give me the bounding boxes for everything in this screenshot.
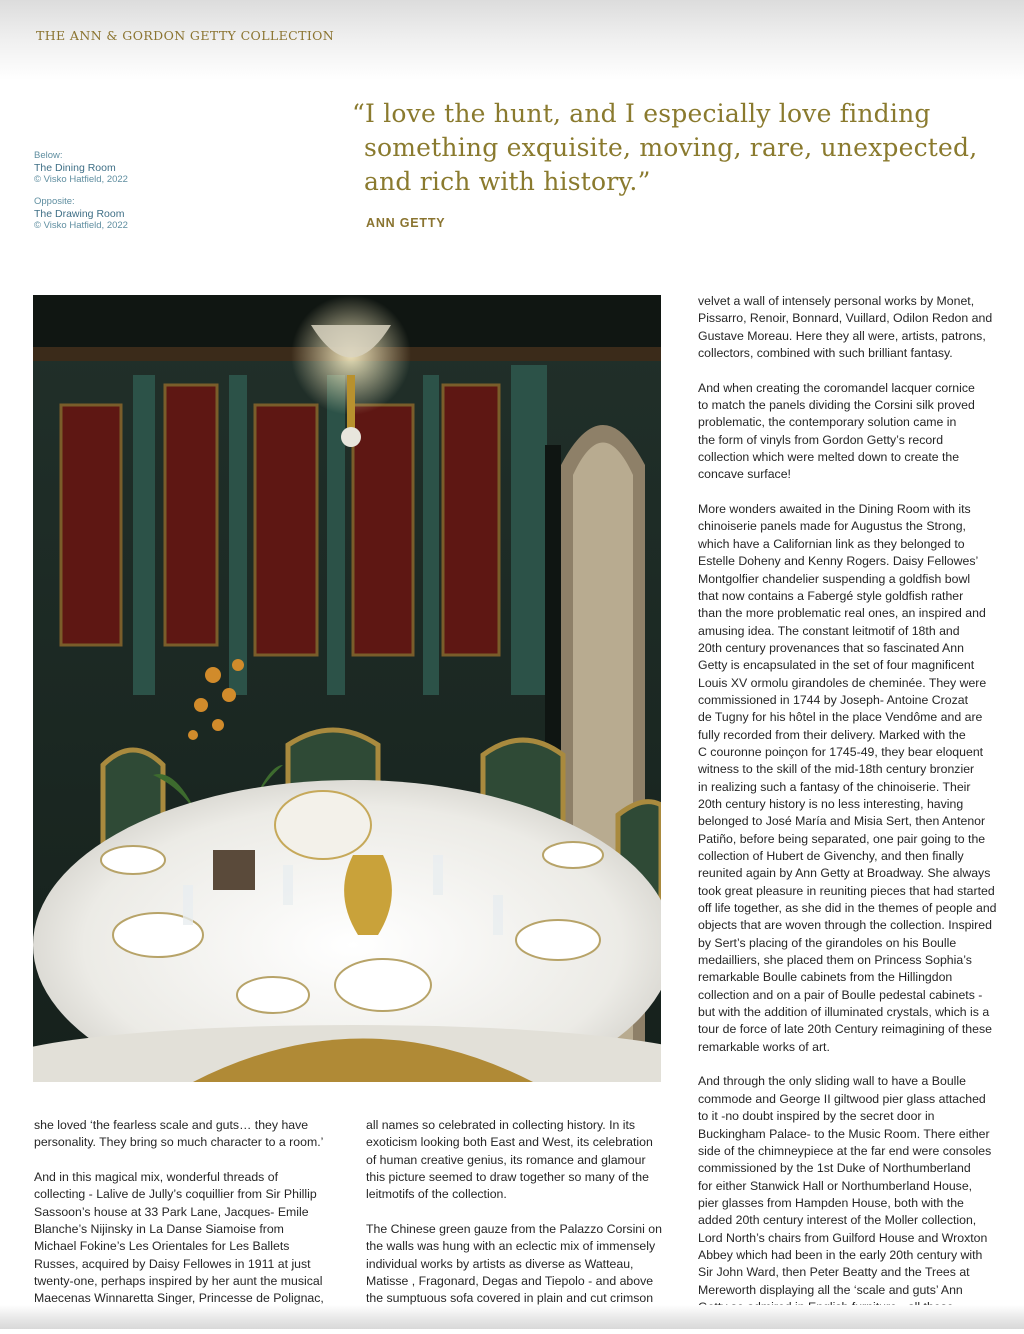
text-line: Blanche’s Nijinsky in La Danse Siamoise from [34,1222,284,1237]
text-line: but with the addition of illuminated crystals, which is a [698,1005,990,1020]
text-line: commissioned in 1744 by Joseph- Antoine Crozat [698,692,968,707]
article-paragraph [366,1221,676,1308]
text-line: collection and on a pair of Boulle pedestal cabinets - [698,987,983,1002]
text-line: reunited again by Ann Getty at Broadway. She always [698,866,991,881]
text-line: Getty is encapsulated in the set of four magnificent [698,658,975,673]
article-paragraph [366,1117,676,1204]
article-column-left [34,1117,342,1325]
photo-captions [34,150,164,242]
article-column-right [698,293,1008,1334]
text-line: Montgolfier chandelier suspending a goldfish bowl [698,571,971,586]
text-line: individual works by artists as diverse as Watteau, [366,1256,634,1271]
bottom-gradient-bar [0,1305,1024,1329]
text-line: side of the chimneypiece at the far end were consoles [698,1143,992,1158]
text-line: And in this magical mix, wonderful threads of [34,1170,279,1185]
text-line: velvet a wall of intensely personal works by Monet, [698,294,975,308]
text-line: Estelle Doheny and Kenny Rogers. Daisy Fellowes’ [698,554,979,569]
text-line: collecting - Lalive de Jully’s coquillier from Sir Phillip [34,1187,317,1202]
text-line: of human creative genius, its romance and glamour [366,1152,646,1167]
text-line: personality. They bring so much character to a room.’ [34,1135,324,1150]
text-line: off life together, as she did in the themes of people and [698,901,997,916]
text-line: Lord North’s chairs from Guilford House and Wroxton [698,1230,988,1245]
text-line: to match the panels dividing the Corsini silk proved [698,398,975,413]
text-line: took great pleasure in reuniting pieces that had started [698,883,995,898]
text-line: witness to the skill of the mid-18th century bronzier [698,762,975,777]
caption-opposite [34,196,164,231]
quote-author: ANN GETTY [366,216,446,230]
text-line: Mereworth displaying all the ‘scale and guts’ Ann [698,1282,963,1297]
caption-credit: © Visko Hatfield, 2022 [34,219,128,231]
text-line: Buckingham Palace- to the Music Room. There either [698,1126,990,1141]
text-line: twenty-one, perhaps inspired by her aunt the musical [34,1274,323,1289]
text-line: The Chinese green gauze from the Palazzo Corsini on [366,1222,662,1237]
text-line: objects that are woven through the collection. Inspired [698,918,992,933]
text-line: And when creating the coromandel lacquer cornice [698,380,975,395]
text-line: Michael Fokine’s Les Orientales for Les Ballets [34,1239,290,1254]
text-line: Louis XV ormolu girandoles de cheminée. They were [698,675,987,690]
text-line: Pissarro, Renoir, Bonnard, Vuillard, Odilon Redon and [698,311,993,326]
text-line: which have a Californian link as they belonged to [698,536,965,551]
text-line: all names so celebrated in collecting history. In its [366,1118,636,1132]
text-line: to it -no doubt inspired by the secret door in [698,1109,935,1124]
text-line: concave surface! [698,467,791,482]
quote-line: and rich with history.” [364,167,651,196]
text-line: pier glasses from Hampden House, both with the [698,1195,964,1210]
text-line: exoticism looking both East and West, its celebration [366,1135,653,1150]
caption-below [34,150,164,185]
text-line: fully recorded from their delivery. Marked with the [698,727,966,742]
article-paragraph [698,380,1008,484]
text-line: this picture seemed to draw together so many of the [366,1170,649,1185]
text-line: commode and George II giltwood pier glass attached [698,1091,986,1106]
text-line: Sir John Ward, then Peter Beatty and the Trees at [698,1265,970,1280]
text-line: Sassoon’s house at 33 Park Lane, Jacques- Emile [34,1204,309,1219]
pull-quote [352,97,1012,199]
text-line: by Sert’s placing of the girandoles on his Boulle [698,935,957,950]
text-line: the sumptuous sofa covered in plain and cut crimson [366,1291,654,1306]
text-line: medailliers, she placed them on Princess Sophia’s [698,953,972,968]
dining-room-photo [33,295,661,1082]
text-line: amusing idea. The constant leitmotif of 18th and [698,623,960,638]
publication-title: THE ANN & GORDON GETTY COLLECTION [36,28,335,43]
text-line: Patiño, before being separated, one pair going to the [698,831,986,846]
text-line: Abbey which had been in the early 20th century with [698,1247,983,1262]
caption-credit: © Visko Hatfield, 2022 [34,173,128,185]
text-line: the form of vinyls from Gordon Getty’s record [698,432,944,447]
text-line: Russes, acquired by Daisy Fellowes in 1911 at just [34,1256,311,1271]
article-paragraph [34,1117,342,1152]
article-paragraph [34,1169,342,1308]
text-line: added 20th century interest of the Moller collection, [698,1213,977,1228]
text-line: in realizing such a fantasy of the chinoiserie. Their [698,779,971,794]
text-line: than the more problematic real ones, an inspired and [698,606,986,621]
article-column-middle [366,1117,676,1325]
text-line: remarkable Boulle cabinets from the Hillingdon [698,970,953,985]
text-line: 20th century history is no less interesting, having [698,796,964,811]
text-line: Maecenas Winnaretta Singer, Princesse de Polignac, [34,1291,324,1306]
text-line: collection of Hubert de Givenchy, and then finally [698,849,964,863]
caption-label: Opposite: [34,196,75,207]
text-line: belonged to José María and Misia Sert, then Antenor [698,814,986,829]
article-paragraph [698,501,1008,1056]
text-line: leitmotifs of the collection. [366,1187,507,1202]
dining-room-illustration [33,295,661,1082]
text-line: the walls was hung with an eclectic mix of immensely [366,1239,656,1254]
text-line: chinoiserie panels made for Augustus the Strong, [698,519,966,534]
text-line: Matisse , Fragonard, Degas and Tiepolo - and above [366,1274,654,1289]
text-line: for either Stanwick Hall or Northumberland House, [698,1178,973,1193]
caption-title: The Dining Room [34,161,116,174]
text-line: C couronne poinçon for 1745-49, they bear eloquent [698,744,984,759]
text-line: remarkable works of art. [698,1039,830,1054]
quote-line: “I love the hunt, and I especially love finding [352,99,931,128]
text-line: collection which were melted down to create the [698,450,960,465]
text-line: Gustave Moreau. Here they all were, artists, patrons, [698,328,986,343]
quote-line: something exquisite, moving, rare, unexpected, [364,133,978,162]
text-line: More wonders awaited in the Dining Room with its [698,502,971,517]
text-line: commissioned by the 1st Duke of Northumberland [698,1161,971,1176]
text-line: that now contains a Fabergé style goldfish rather [698,588,964,603]
text-line: And through the only sliding wall to have a Boulle [698,1074,966,1089]
article-paragraph [698,293,1008,362]
caption-title: The Drawing Room [34,207,125,220]
text-line: collectors, combined with such brilliant fantasy. [698,346,953,361]
text-line: tour de force of late 20th Century reimagining of these [698,1022,992,1037]
text-line: de Tugny for his hôtel in the place Vendôme and are [698,710,983,725]
text-line: 20th century provenances that so fascinated Ann [698,640,964,655]
caption-label: Below: [34,150,63,161]
text-line: problematic, the contemporary solution came in [698,415,957,430]
article-paragraph [698,1073,1008,1316]
text-line: she loved ‘the fearless scale and guts… they have [34,1118,309,1132]
